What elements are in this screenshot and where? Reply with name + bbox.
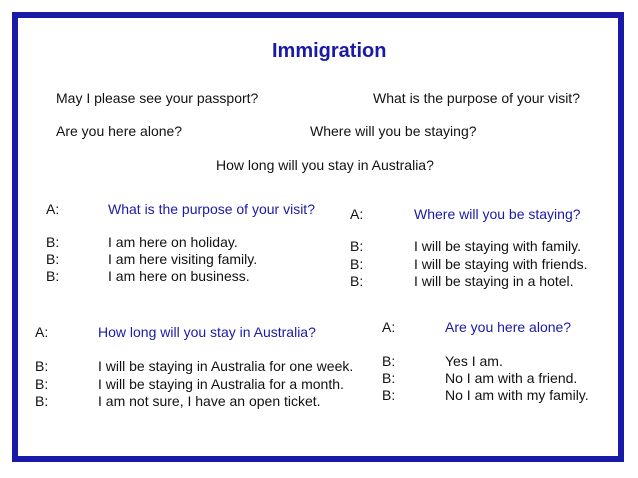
dialogue-question: Are you here alone?	[445, 319, 572, 335]
dialogue-answer: I am here on holiday.	[108, 234, 238, 250]
speaker-b-label: B:	[382, 387, 396, 403]
dialogue-answer: I will be staying with friends.	[414, 256, 588, 272]
dialogue-answer: No I am with a friend.	[445, 370, 578, 386]
speaker-a-label: A:	[350, 206, 364, 222]
speaker-b-label: B:	[46, 251, 60, 267]
speaker-b-label: B:	[35, 393, 49, 409]
dialogue-answer: No I am with my family.	[445, 387, 589, 403]
speaker-b-label: B:	[382, 370, 396, 386]
dialogue-question: Where will you be staying?	[414, 206, 581, 222]
dialogue-answer: I am here on business.	[108, 268, 250, 284]
question-purpose: What is the purpose of your visit?	[373, 90, 580, 106]
speaker-b-label: B:	[35, 358, 49, 374]
speaker-a-label: A:	[382, 319, 396, 335]
speaker-b-label: B:	[350, 238, 364, 254]
dialogue-answer: I will be staying in Australia for one week.	[98, 358, 354, 374]
dialogue-answer: I will be staying with family.	[414, 238, 582, 254]
speaker-a-label: A:	[46, 201, 60, 217]
question-staying: Where will you be staying?	[310, 123, 477, 139]
dialogue-question: What is the purpose of your visit?	[108, 201, 315, 217]
speaker-b-label: B:	[350, 256, 364, 272]
speaker-b-label: B:	[46, 234, 60, 250]
page-title: Immigration	[272, 40, 387, 62]
question-how-long: How long will you stay in Australia?	[216, 157, 434, 173]
dialogue-answer: I am here visiting family.	[108, 251, 258, 267]
speaker-b-label: B:	[35, 376, 49, 392]
question-alone: Are you here alone?	[56, 123, 183, 139]
question-passport: May I please see your passport?	[56, 90, 259, 106]
speaker-b-label: B:	[382, 353, 396, 369]
speaker-b-label: B:	[46, 268, 60, 284]
speaker-a-label: A:	[35, 324, 49, 340]
speaker-b-label: B:	[350, 273, 364, 289]
dialogue-answer: I am not sure, I have an open ticket.	[98, 393, 321, 409]
dialogue-answer: I will be staying in Australia for a month.	[98, 376, 344, 392]
dialogue-answer: I will be staying in a hotel.	[414, 273, 574, 289]
dialogue-answer: Yes I am.	[445, 353, 503, 369]
dialogue-question: How long will you stay in Australia?	[98, 324, 316, 340]
